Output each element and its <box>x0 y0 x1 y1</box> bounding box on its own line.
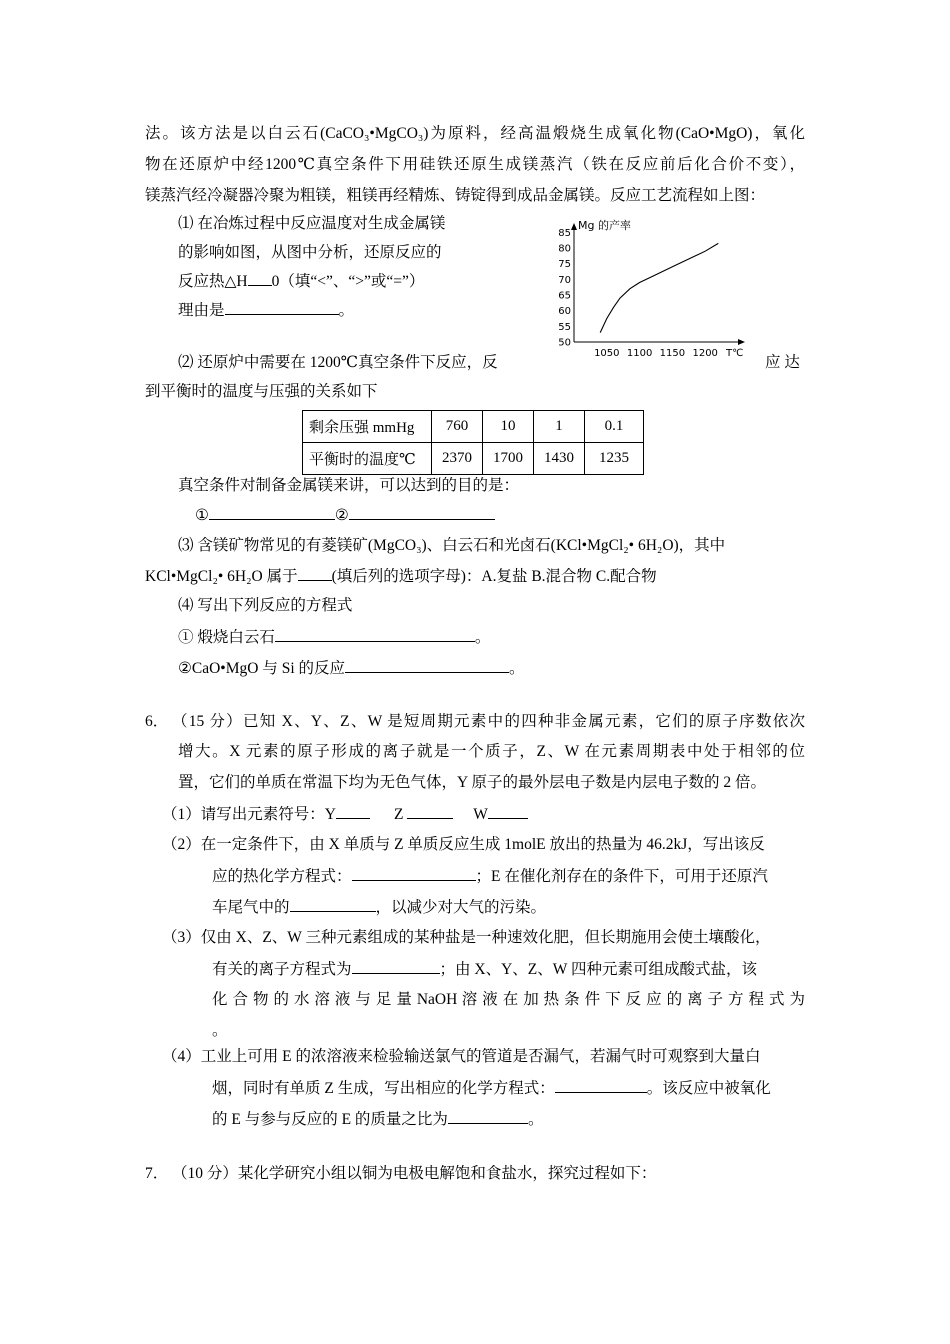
y-tick-label: 50 <box>558 337 571 349</box>
p6-s2-gas-blank[interactable] <box>290 897 376 912</box>
q1-reason-end: 。 <box>338 302 355 319</box>
table-cell: 760 <box>432 411 483 443</box>
q3-line-1: ⑶ 含镁矿物常见的有菱镁矿(MgCO₃)、白云石和光卤石(KCl•MgCl₂• 6H₂O)，其中 <box>178 537 726 554</box>
q3-line-2 <box>145 566 657 587</box>
table-cell: 1430 <box>534 443 585 475</box>
q2-mark-2: ② <box>334 507 349 524</box>
q1-reason-label: 理由是 <box>178 302 225 319</box>
table-cell: 1235 <box>585 443 644 475</box>
intro-line-2: 物在还原炉中经1200℃真空条件下用硅铁还原生成镁蒸汽（铁在反应前后化合价不变）， <box>145 156 805 173</box>
p6-s1-w: W <box>473 806 488 823</box>
table-row <box>303 443 644 475</box>
row-label-pressure: 剩余压强 mmHg <box>303 411 432 443</box>
q4-a-blank[interactable] <box>275 627 475 642</box>
p6-s4-ratio-label: 的 E 与参与反应的 E 的质量之比为 <box>212 1111 448 1128</box>
q2-line-1-end: 应 达 <box>765 354 800 371</box>
table-cell: 1700 <box>483 443 534 475</box>
p6-line-1: （15 分）已知 X、Y、Z、W 是短周期元素中的四种非金属元素，它们的原子序数依次 <box>172 713 805 730</box>
p6-s3-ion-end: ；由 X、Y、Z、W 四种元素可组成酸式盐，该 <box>439 961 757 978</box>
p6-s4-eq-label: 烟，同时有单质 Z 生成，写出相应的化学方程式： <box>212 1080 555 1097</box>
mg-yield-chart <box>540 215 760 360</box>
p6-s4-eq-end: 。该反应中被氧化 <box>646 1080 771 1097</box>
p6-s4-eq-blank[interactable] <box>555 1078 647 1093</box>
p6-s1-z-blank[interactable] <box>407 804 453 819</box>
q1-dh-blank[interactable] <box>248 271 272 286</box>
p6-number: 6． <box>145 713 169 730</box>
yield-curve <box>600 243 718 332</box>
q1-line-2: 的影响如图，从图中分析，还原反应的 <box>178 244 442 261</box>
table-row <box>303 411 644 443</box>
y-tick-label: 75 <box>558 259 571 271</box>
q1-line-1: ⑴ 在冶炼过程中反应温度对生成金属镁 <box>178 215 446 232</box>
row-label-temperature: 平衡时的温度℃ <box>303 443 432 475</box>
p6-s2-gas-end: ，以减少对大气的污染。 <box>375 899 547 916</box>
p6-s1 <box>162 804 528 825</box>
q2-line-3: 真空条件对制备金属镁来讲，可以达到的目的是： <box>178 477 520 494</box>
p6-s2-eq-end: ；E 在催化剂存在的条件下，可用于还原汽 <box>475 868 768 885</box>
table-cell: 0.1 <box>585 411 644 443</box>
q3-salt-label: KCl•MgCl₂• 6H₂O 属于 <box>145 568 298 585</box>
q4-b-end: 。 <box>509 660 525 677</box>
y-tick-label: 60 <box>558 306 571 318</box>
p6-s2-eq-blank[interactable] <box>352 866 476 881</box>
q1-dh-label: 反应热△H <box>178 273 248 290</box>
q4-b-label: ②CaO•MgO 与 Si 的反应 <box>178 660 346 677</box>
p6-s4-line-1: （4）工业上可用 E 的浓溶液来检验输送氯气的管道是否漏气，若漏气时可观察到大量白 <box>162 1048 761 1065</box>
x-tick-label: 1150 <box>659 348 686 359</box>
p6-s1-z: Z <box>393 806 404 823</box>
q4-line-2 <box>178 627 490 648</box>
p6-s2-gas-label: 车尾气中的 <box>212 899 290 916</box>
p6-s4-ratio-end: 。 <box>527 1111 544 1128</box>
y-tick-label: 70 <box>558 274 571 286</box>
q4-b-blank[interactable] <box>345 658 509 673</box>
p7-line-1: （10 分）某化学研究小组以铜为电极电解饱和食盐水，探究过程如下： <box>172 1165 657 1182</box>
q1-line-4 <box>178 300 354 321</box>
p6-s3-line-2 <box>212 959 757 980</box>
p6-s3-line-3: 化 合 物 的 水 溶 液 与 足 量 NaOH 溶 液 在 加 热 条 件 下 反 应 的 离 子 方 程 式 为 <box>212 991 805 1008</box>
table-cell: 1 <box>534 411 585 443</box>
p6-s1-w-blank[interactable] <box>488 804 528 819</box>
q1-reason-blank[interactable] <box>225 300 339 315</box>
p6-s3-ion-blank[interactable] <box>352 959 440 974</box>
table-cell: 10 <box>483 411 534 443</box>
p6-s2-line-3 <box>212 897 546 918</box>
q2-answers <box>195 505 495 526</box>
q4-line-1: ⑷ 写出下列反应的方程式 <box>178 597 353 614</box>
p6-s3-ion-label: 有关的离子方程式为 <box>212 961 352 978</box>
q4-a-label: ① 煅烧白云石 <box>178 629 275 646</box>
p6-s2-line-2 <box>212 866 768 887</box>
y-tick-label: 55 <box>558 321 571 333</box>
q2-blank-2[interactable] <box>349 505 495 520</box>
x-axis-arrow-icon <box>738 339 745 345</box>
p6-s2-line-1: （2）在一定条件下，由 X 单质与 Z 单质反应生成 1molE 放出的热量为 46.2kJ，写出该反 <box>162 836 765 853</box>
chart-title: Mg 的产率 <box>578 219 631 232</box>
table-cell: 2370 <box>432 443 483 475</box>
p6-s4-line-3 <box>212 1109 543 1130</box>
x-tick-label: 1100 <box>626 348 653 359</box>
equilibrium-table <box>302 410 644 475</box>
p6-line-2: 增大。X 元素的原子形成的离子就是一个质子，Z、W 在元素周期表中处于相邻的位 <box>178 743 805 760</box>
p7-number: 7． <box>145 1165 169 1182</box>
q2-line-1: ⑵ 还原炉中需要在 1200℃真空条件下反应，反 <box>178 354 498 371</box>
y-tick-label: 65 <box>558 290 571 302</box>
p6-s1-y: （1）请写出元素符号：Y <box>162 806 336 823</box>
p6-s4-ratio-blank[interactable] <box>448 1109 528 1124</box>
q3-options: (填后列的选项字母)：A.复盐 B.混合物 C.配合物 <box>331 568 657 585</box>
q4-a-end: 。 <box>474 629 491 646</box>
q2-line-2: 到平衡时的温度与压强的关系如下 <box>145 383 378 400</box>
y-tick-label: 85 <box>558 227 571 239</box>
y-tick-label: 80 <box>558 243 571 255</box>
p6-s2-eq-label: 应的热化学方程式： <box>212 868 352 885</box>
y-axis-arrow-icon <box>571 223 577 230</box>
q2-mark-1: ① <box>195 507 209 524</box>
x-tick-label: 1200 <box>692 348 718 359</box>
intro-line-3: 镁蒸汽经冷凝器冷聚为粗镁，粗镁再经精炼、铸锭得到成品金属镁。反应工艺流程如上图： <box>145 187 766 204</box>
p6-s1-y-blank[interactable] <box>336 804 370 819</box>
x-tick-label: 1050 <box>594 348 620 359</box>
intro-line-1: 法。该方法是以白云石(CaCO₃•MgCO₃)为原料，经高温煅烧生成氧化物(CaO•MgO)，氧化 <box>145 125 805 142</box>
p6-line-3: 置，它们的单质在常温下均为无色气体，Y 原子的最外层电子数是内层电子数的 2 倍。 <box>178 774 766 791</box>
p6-s3-line-4: 。 <box>212 1022 228 1039</box>
p6-s4-line-2 <box>212 1078 771 1099</box>
q4-line-3 <box>178 658 525 679</box>
q3-blank[interactable] <box>298 566 332 581</box>
x-axis-label: T℃ <box>726 348 744 359</box>
p6-s3-line-1: （3）仅由 X、Z、W 三种元素组成的某种盐是一种速效化肥，但长期施用会使土壤酸化， <box>162 929 771 946</box>
q1-line-3 <box>178 271 424 292</box>
q1-dh-hint: 0（填“<”、“>”或“=”） <box>271 273 425 290</box>
q2-blank-1[interactable] <box>209 505 335 520</box>
